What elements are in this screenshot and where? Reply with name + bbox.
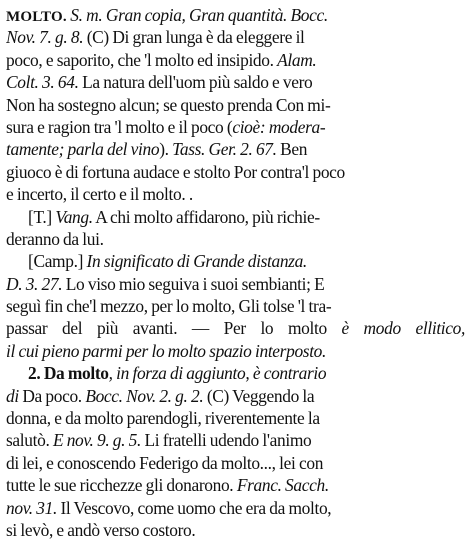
text-span: donna, e da molto parendogli, riverentemente la — [6, 408, 320, 429]
text-span: E nov. 9. g. 5. — [52, 430, 141, 451]
text-span: La natura dell'uom più saldo e vero — [78, 72, 313, 93]
text-span: A chi molto affidarono, più richie- — [92, 206, 320, 227]
text-line — [6, 49, 465, 71]
text-line — [6, 273, 465, 295]
text-span: Da molto — [43, 363, 109, 384]
text-span: In significato di Grande distanza. — [86, 251, 307, 272]
text-line — [6, 206, 465, 228]
text-line — [6, 317, 465, 339]
text-line — [6, 385, 465, 407]
text-span: Da poco. — [18, 385, 86, 406]
text-line — [6, 138, 465, 160]
text-span: , in forza di aggiunto, è contrario — [108, 363, 327, 384]
text-line — [6, 474, 465, 496]
headword: MOLTO. — [6, 9, 67, 25]
text-span: seguì fin che'l mezzo, per lo molto, Gli tolse 'l tra- — [6, 296, 332, 317]
text-span: passar del più avanti. — Per lo molto — [6, 318, 342, 339]
text-line — [6, 183, 465, 205]
text-line — [6, 519, 465, 541]
text-line — [6, 250, 465, 272]
text-span: [T.] — [28, 206, 56, 227]
text-span: sura e ragion tra 'l molto e il poco ( — [6, 116, 233, 137]
text-span: si levò, e andò verso costoro. — [6, 519, 196, 540]
text-span: S. m. Gran copia, Gran quantità. Bocc. — [66, 5, 328, 25]
text-span: salutò. — [6, 430, 53, 451]
entry-text — [6, 4, 465, 541]
text-line — [6, 228, 465, 250]
text-line — [6, 71, 465, 93]
text-span: tamente; parla del vino — [6, 139, 160, 160]
text-span: tutte le sue ricchezze gli donarono. — [6, 475, 237, 496]
text-span: Vang. — [55, 206, 93, 227]
text-span: Ben — [276, 139, 308, 160]
text-span: Colt. 3. 64. — [6, 72, 79, 93]
text-span: D. 3. 27. — [6, 273, 63, 294]
text-line — [6, 161, 465, 183]
text-span: di lei, e conoscendo Federigo da molto..., lei con — [6, 452, 324, 473]
text-span: [Camp.] — [28, 251, 87, 272]
text-line — [6, 4, 465, 26]
text-span: e incerto, il certo e il molto. . — [6, 184, 193, 205]
text-line — [6, 26, 465, 48]
text-line — [6, 94, 465, 116]
text-span: cioè: modera- — [232, 116, 326, 137]
text-span: ). — [159, 139, 173, 160]
text-span: poco, e saporito, che 'l molto ed insipido. — [6, 49, 278, 70]
text-span: nov. 31. — [6, 497, 57, 518]
text-span: di — [6, 385, 19, 406]
text-span: Li fratelli udendo l'animo — [141, 430, 312, 451]
text-line — [6, 429, 465, 451]
text-line — [6, 407, 465, 429]
text-span: Il Vescovo, come uomo che era da molto, — [56, 497, 332, 518]
text-line — [6, 116, 465, 138]
text-line — [6, 340, 465, 362]
text-line — [6, 452, 465, 474]
text-span: il cui pieno parmi per lo molto spazio interposto. — [6, 340, 327, 361]
text-line — [6, 362, 465, 384]
text-span: giuoco è di fortuna audace e stolto Por contra'l poco — [6, 161, 345, 182]
text-line — [6, 497, 465, 519]
text-span: (C) Di gran lunga è da eleggere il — [83, 27, 305, 48]
text-span: Lo viso mio seguiva i suoi sembianti; E — [62, 273, 325, 294]
text-span: Alam. — [277, 49, 317, 70]
text-span: Nov. 7. g. 8. — [6, 27, 84, 48]
text-span: è modo ellitico, — [341, 318, 465, 339]
text-span: Non ha sostegno alcun; se questo prenda Con mi- — [6, 94, 331, 115]
text-line — [6, 295, 465, 317]
text-span: (C) Veggendo la — [203, 385, 315, 406]
text-span: Bocc. Nov. 2. g. 2. — [85, 385, 204, 406]
text-span: Tass. Ger. 2. 67. — [172, 139, 277, 160]
text-span: Franc. Sacch. — [236, 475, 329, 496]
text-span: 2. — [28, 363, 44, 384]
text-span: deranno da lui. — [6, 228, 104, 249]
